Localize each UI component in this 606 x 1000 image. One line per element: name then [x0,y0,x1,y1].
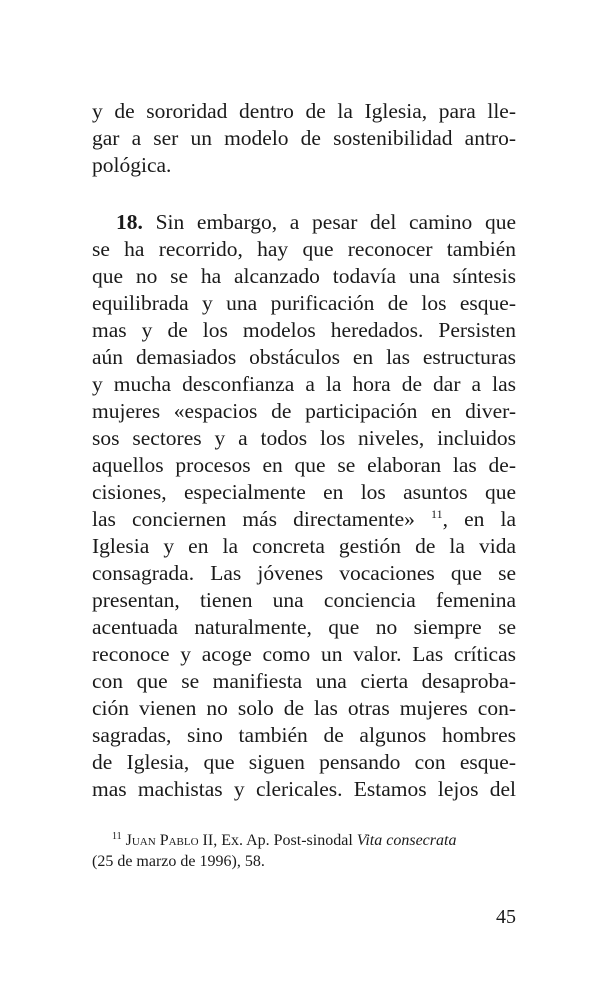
section-first-line [92,209,516,236]
text-line: aquellos procesos en que se elaboran las de- [92,453,516,477]
text-line: reconoce y acoge como un valor. Las críticas [92,642,516,666]
text-line: mas y de los modelos heredados. Persisten [92,318,516,342]
text-fragment: Sin embargo, a pesar del camino que [155,210,517,234]
text-line: aún demasiados obstáculos en las estructuras [92,345,516,369]
text-line: gar a ser un modelo de sostenibilidad antro- [92,126,516,150]
page-number: 45 [496,906,516,928]
text-line: consagrada. Las jóvenes vocaciones que se [92,561,516,585]
text-line: con que se manifiesta una cierta desaproba- [92,669,516,693]
footnote-reference-line [92,506,516,533]
text-fragment: , Ex. Ap. Post-sinodal [213,832,357,849]
text-line: equilibrada y una purificación de los esque- [92,291,516,315]
text-line: mas machistas y clericales. Estamos lejos del [92,777,516,801]
footnote-author: Juan Pablo II [125,832,214,849]
text-line: acentuada naturalmente, que no siempre se [92,615,516,639]
footnote-line: (25 de marzo de 1996), 58. [92,853,265,870]
text-line: cisiones, especialmente en los asuntos que [92,480,516,504]
footnote-mark: 11 [112,831,122,842]
text-line: se ha recorrido, hay que reconocer también [92,237,516,261]
footnote-reference-mark: 11 [431,507,443,521]
text-line: y mucha desconfianza a la hora de dar a las [92,372,516,396]
text-line: presentan, tienen una conciencia femenina [92,588,516,612]
footnote-title: Vita consecrata [356,832,457,849]
text-line: pológica. [92,153,172,177]
text-fragment: , en la [442,507,516,531]
text-line: ción vienen no solo de las otras mujeres con- [92,696,516,720]
section-number: 18. [116,210,143,234]
text-line: Iglesia y en la concreta gestión de la vida [92,534,516,558]
text-line: mujeres «espacios de participación en diver- [92,399,516,423]
footnote [92,830,516,872]
section-18-paragraph [92,209,516,803]
footnote-line [92,830,516,851]
text-line: de Iglesia, que siguen pensando con esque- [92,750,516,774]
paragraph-continuation [92,98,516,179]
text-line: que no se ha alcanzado todavía una síntesis [92,264,516,288]
text-line: sagradas, sino también de algunos hombres [92,723,516,747]
text-line: sos sectores y a todos los niveles, incluidos [92,426,516,450]
text-line: y de sororidad dentro de la Iglesia, para lle- [92,99,516,123]
text-fragment: las conciernen más directamente» [92,507,415,531]
